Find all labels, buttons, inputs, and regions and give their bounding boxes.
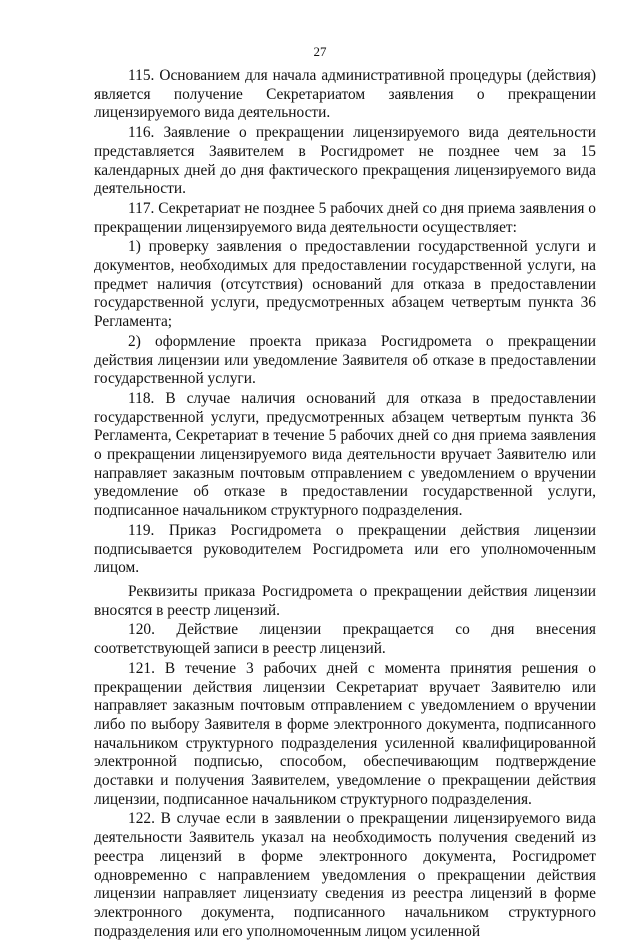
paragraph-115: 115. Основанием для начала административной процедуры (действия) является получение Секретариатом заявления о прекращении лицензируемого вида деятельности. — [94, 67, 596, 122]
paragraph-118: 118. В случае наличия оснований для отказа в предоставлении государственной услуги, предусмотренных абзацем четвертым пункта 36 Регламента, Секретариат в течение 5 рабочих дней со дня приема заявления о прекращении лицензируемого вида деятельности вручает Заявителю или направляет заказным почтовым отправлением с уведомлением о вручении уведомление об отказе в предоставлении государственной услуги, подписанное начальником структурного подразделения. — [94, 389, 596, 520]
paragraph-122: 122. В случае если в заявлении о прекращении лицензируемого вида деятельности Заявитель указал на необходимость получения сведений из реестра лицензий в форме электронного документа, Росгидромет одновременно с направлением уведомления о прекращении действия лицензии направляет лицензиату сведения из реестра лицензий в форме электронного документа, подписанного начальником структурного подразделения или его уполномоченным лицом усиленной — [94, 810, 596, 940]
paragraph-119: 119. Приказ Росгидромета о прекращении действия лицензии подписывается руководителем Росгидромета или его уполномоченным лицом. — [94, 521, 596, 577]
paragraph-117: 117. Секретариат не позднее 5 рабочих дней со дня приема заявления о прекращении лицензируемого вида деятельности осуществляет: — [94, 199, 596, 236]
paragraph-117-item-2: 2) оформление проекта приказа Росгидромета о прекращении действия лицензии или уведомление Заявителя об отказе в предоставлении государственной услуги. — [94, 332, 596, 388]
document-body — [94, 67, 596, 942]
paragraph-121: 121. В течение 3 рабочих дней с момента принятия решения о прекращении действия лицензии Секретариат вручает Заявителю или направляет заказным почтовым отправлением с уведомлением о вручении либо по выбору Заявителя в форме электронного документа, подписанного начальником структурного подразделения усиленной квалифицированной электронной подписью, способом, обеспечивающим подтверждение доставки и получения Заявителем, уведомление о прекращении действия лицензии, подписанное начальником структурного подразделения. — [94, 659, 596, 808]
paragraph-120: 120. Действие лицензии прекращается со дня внесения соответствующей записи в реестр лицензий. — [94, 621, 596, 658]
paragraph-116: 116. Заявление о прекращении лицензируемого вида деятельности представляется Заявителем в Росгидромет не позднее чем за 15 календарных дней до дня фактического прекращения лицензируемого вида деятельности. — [94, 124, 596, 198]
paragraph-119-requisites: Реквизиты приказа Росгидромета о прекращении действия лицензии вносятся в реестр лицензий. — [94, 582, 596, 619]
page-number: 27 — [313, 44, 327, 59]
paragraph-117-item-1: 1) проверку заявления о предоставлении государственной услуги и документов, необходимых для предоставлении государственной услуги, на предмет наличия (отсутствия) оснований для отказа в предоставлении государственной услуги, предусмотренных абзацем четвертым пункта 36 Регламента; — [94, 238, 596, 331]
